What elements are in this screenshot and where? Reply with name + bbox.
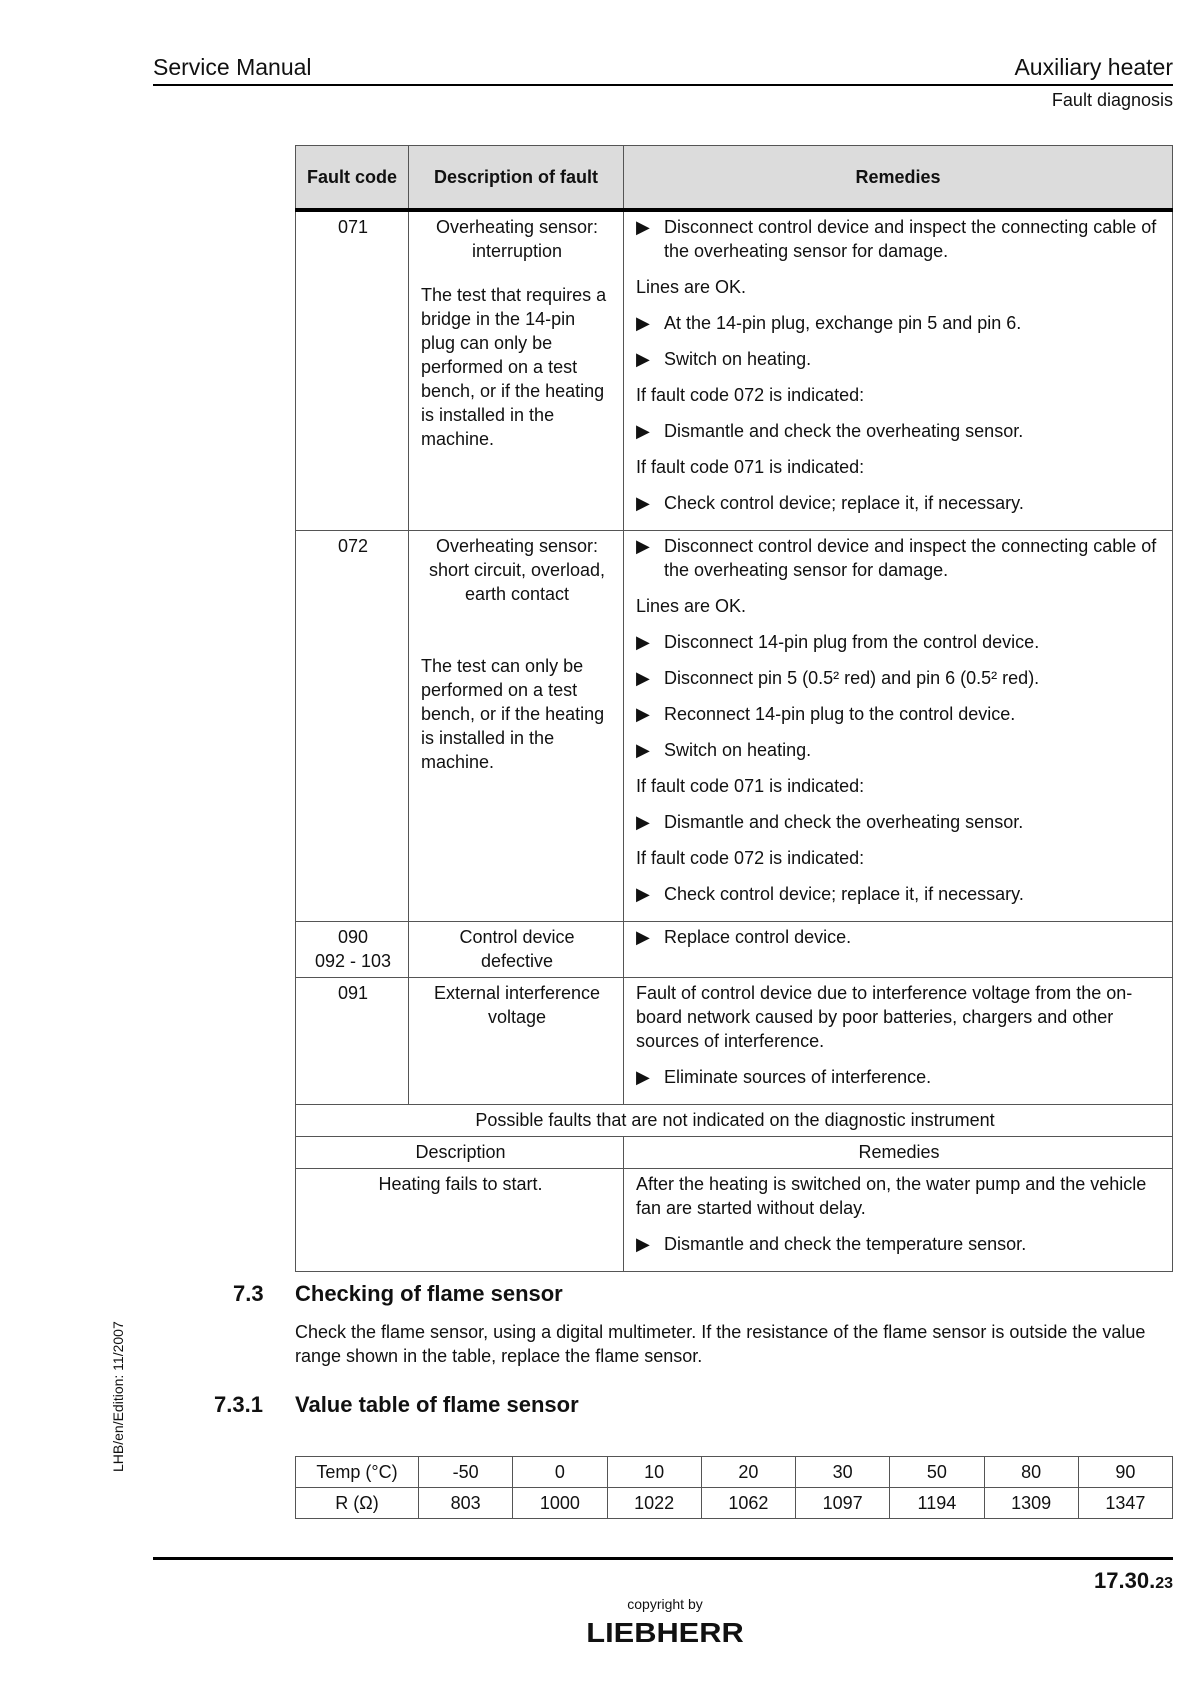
possible-faults-title: Possible faults that are not indicated on the diagnostic instrument xyxy=(296,1105,1173,1137)
remedy-step xyxy=(636,491,1162,515)
fault-description-cell xyxy=(409,978,624,1105)
header-rule xyxy=(153,84,1173,86)
bullet-triangle-icon: ▶ xyxy=(636,927,650,947)
bullet-triangle-icon: ▶ xyxy=(636,704,650,724)
remedy-step-text: Check control device; replace it, if necessary. xyxy=(664,884,1024,904)
fault-code: 071 xyxy=(296,210,409,531)
remedy-condition: After the heating is switched on, the water pump and the vehicle fan are started without delay. xyxy=(636,1174,1147,1218)
temp-value: 80 xyxy=(984,1457,1078,1488)
fault-description: Overheating sensor: interruption xyxy=(435,217,599,261)
bullet-triangle-icon: ▶ xyxy=(636,536,650,556)
copyright-text: copyright by xyxy=(627,1596,703,1612)
remedy-condition: If fault code 071 is indicated: xyxy=(636,776,865,796)
remedy-step xyxy=(636,738,1162,762)
header-left: Service Manual xyxy=(153,54,312,80)
remedy-step xyxy=(636,419,1162,443)
bullet-triangle-icon: ▶ xyxy=(636,1234,650,1254)
resistance-value: 1022 xyxy=(607,1488,701,1519)
remedies-cell xyxy=(624,978,1173,1105)
subsection-number: 7.3.1 xyxy=(214,1392,263,1417)
header-sub: Fault diagnosis xyxy=(1051,90,1173,110)
section-number: 7.3 xyxy=(233,1281,264,1306)
resistance-value: 1000 xyxy=(513,1488,607,1519)
remedy-step-text: Dismantle and check the overheating sensor. xyxy=(664,421,1024,441)
page-number-sub: 23 xyxy=(1155,1575,1173,1592)
remedy-step-text: Disconnect control device and inspect the connecting cable of the overheating sensor for damage. xyxy=(664,217,1157,261)
remedy-condition: Lines are OK. xyxy=(636,596,747,616)
header-fault-code: Fault code xyxy=(296,146,409,211)
remedy-step-text: Switch on heating. xyxy=(664,740,812,760)
subsection-title: Value table of flame sensor xyxy=(295,1392,579,1417)
remedy-condition: If fault code 072 is indicated: xyxy=(636,848,865,868)
remedy-step xyxy=(636,882,1162,906)
remedy-step xyxy=(636,925,1162,949)
remedy-step-text: Check control device; replace it, if necessary. xyxy=(664,493,1024,513)
possible-header-remedies: Remedies xyxy=(624,1137,1173,1169)
resistance-value: 1309 xyxy=(984,1488,1078,1519)
bullet-triangle-icon: ▶ xyxy=(636,884,650,904)
remedy-step-text: Dismantle and check the overheating sensor. xyxy=(664,812,1024,832)
bullet-triangle-icon: ▶ xyxy=(636,349,650,369)
remedy-step xyxy=(636,215,1162,263)
remedy-step xyxy=(636,666,1162,690)
resistance-label: R (Ω) xyxy=(296,1488,419,1519)
fault-description: External interference voltage xyxy=(433,983,601,1027)
header-right: Auxiliary heater xyxy=(1014,54,1173,80)
bullet-triangle-icon: ▶ xyxy=(636,313,650,333)
fault-code: 091 xyxy=(296,978,409,1105)
temp-value: 0 xyxy=(513,1457,607,1488)
remedy-step-text: Disconnect 14-pin plug from the control device. xyxy=(664,632,1040,652)
page-number-main: 17.30. xyxy=(1094,1568,1156,1593)
remedy-step-text: Eliminate sources of interference. xyxy=(664,1067,932,1087)
resistance-value: 803 xyxy=(419,1488,513,1519)
temp-value: 50 xyxy=(890,1457,984,1488)
temp-value: 20 xyxy=(701,1457,795,1488)
temp-value: 90 xyxy=(1078,1457,1172,1488)
remedy-step-text: Replace control device. xyxy=(664,927,852,947)
fault-description: Control device defective xyxy=(459,927,575,971)
fault-row xyxy=(296,978,1173,1105)
fault-table xyxy=(295,145,1173,1272)
remedy-condition: Lines are OK. xyxy=(636,277,747,297)
remedy-condition: If fault code 072 is indicated: xyxy=(636,385,865,405)
resistance-value: 1347 xyxy=(1078,1488,1172,1519)
section-title: Checking of flame sensor xyxy=(295,1281,563,1306)
section-text: Check the flame sensor, using a digital multimeter. If the resistance of the flame sensor is outside the value range shown in the table, replace the flame sensor. xyxy=(295,1322,1146,1366)
resistance-value: 1097 xyxy=(796,1488,890,1519)
liebherr-logo: LIEBHERR xyxy=(586,1617,744,1648)
bullet-triangle-icon: ▶ xyxy=(636,421,650,441)
bullet-triangle-icon: ▶ xyxy=(636,812,650,832)
footer-rule xyxy=(153,1557,1173,1560)
possible-header-description: Description xyxy=(296,1137,624,1169)
temp-label: Temp (°C) xyxy=(296,1457,419,1488)
bullet-triangle-icon: ▶ xyxy=(636,217,650,237)
remedies-cell xyxy=(624,210,1173,531)
fault-description: Overheating sensor: short circuit, overload, earth contact xyxy=(428,536,606,604)
possible-fault-description: Heating fails to start. xyxy=(296,1169,624,1272)
remedy-step xyxy=(636,702,1162,726)
fault-row xyxy=(296,922,1173,978)
flame-sensor-value-table xyxy=(295,1456,1173,1519)
bullet-triangle-icon: ▶ xyxy=(636,493,650,513)
side-edition-text: LHB/en/Edition: 11/2007 xyxy=(110,1321,126,1472)
remedy-step xyxy=(636,810,1162,834)
remedy-step xyxy=(636,1232,1162,1256)
remedies-cell xyxy=(624,922,1173,978)
page-number xyxy=(1094,1568,1173,1594)
remedy-step-text: Reconnect 14-pin plug to the control device. xyxy=(664,704,1016,724)
fault-note: The test can only be performed on a test bench, or if the heating is installed in the machine. xyxy=(421,656,605,772)
temp-value: 10 xyxy=(607,1457,701,1488)
bullet-triangle-icon: ▶ xyxy=(636,1067,650,1087)
temp-value: -50 xyxy=(419,1457,513,1488)
fault-note: The test that requires a bridge in the 14-pin plug can only be performed on a test bench, or if the heating is installed in the machine. xyxy=(421,285,607,449)
fault-description-cell xyxy=(409,922,624,978)
remedy-step-text: Dismantle and check the temperature sensor. xyxy=(664,1234,1027,1254)
fault-description-cell xyxy=(409,210,624,531)
fault-description-cell xyxy=(409,531,624,922)
bullet-triangle-icon: ▶ xyxy=(636,632,650,652)
remedy-step-text: Switch on heating. xyxy=(664,349,812,369)
fault-code: 072 xyxy=(296,531,409,922)
resistance-value: 1194 xyxy=(890,1488,984,1519)
fault-code: 090 092 - 103 xyxy=(296,922,409,978)
header-description: Description of fault xyxy=(409,146,624,211)
remedy-step-text: At the 14-pin plug, exchange pin 5 and pin 6. xyxy=(664,313,1022,333)
remedy-step xyxy=(636,311,1162,335)
header-remedies: Remedies xyxy=(624,146,1173,211)
remedy-condition: If fault code 071 is indicated: xyxy=(636,457,865,477)
resistance-value: 1062 xyxy=(701,1488,795,1519)
bullet-triangle-icon: ▶ xyxy=(636,740,650,760)
remedy-step xyxy=(636,534,1162,582)
temp-value: 30 xyxy=(796,1457,890,1488)
remedy-step xyxy=(636,1065,1162,1089)
fault-row xyxy=(296,531,1173,922)
remedy-step xyxy=(636,630,1162,654)
bullet-triangle-icon: ▶ xyxy=(636,668,650,688)
remedy-step xyxy=(636,347,1162,371)
remedy-step-text: Disconnect control device and inspect the connecting cable of the overheating sensor for damage. xyxy=(664,536,1157,580)
possible-remedies-cell xyxy=(624,1169,1173,1272)
remedy-step-text: Disconnect pin 5 (0.5² red) and pin 6 (0.5² red). xyxy=(664,668,1040,688)
fault-row xyxy=(296,210,1173,531)
remedies-cell xyxy=(624,531,1173,922)
remedy-condition: Fault of control device due to interference voltage from the on-board network caused by poor batteries, chargers and other sources of interference. xyxy=(636,983,1133,1051)
